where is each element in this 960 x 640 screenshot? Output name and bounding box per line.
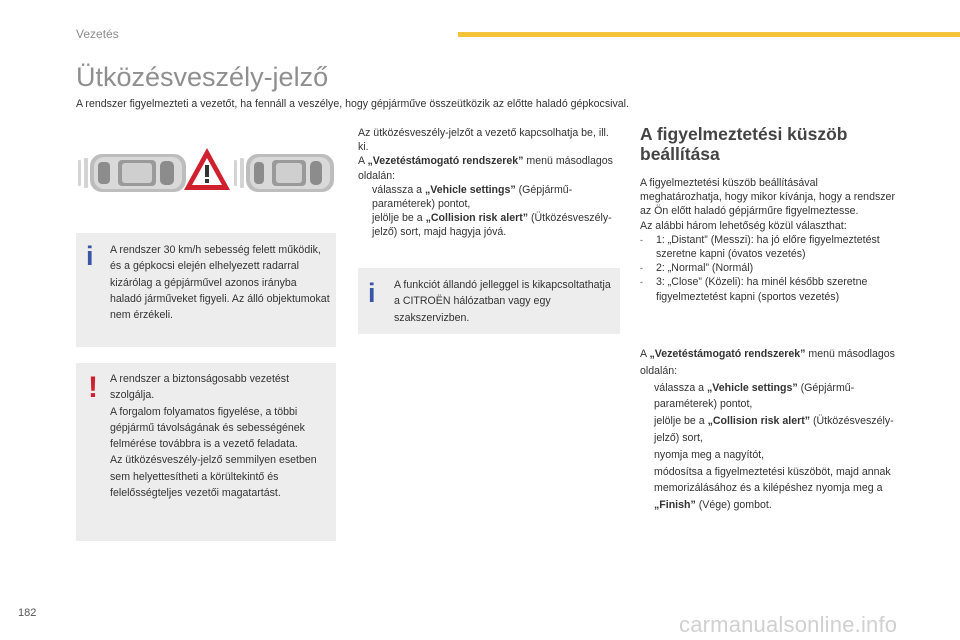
right-bullet-3: nyomja meg a nagyítót, (640, 447, 902, 464)
page-number: 182 (18, 607, 37, 619)
middle-column (358, 126, 620, 240)
page-title: Ütközésveszély-jelző (76, 62, 329, 92)
watermark: carmanualsonline.info (679, 612, 898, 637)
pointer-icon (640, 447, 654, 464)
pointer-icon (358, 183, 372, 211)
middle-paragraph-1: Az ütközésveszély-jelzőt a vezető kapcsolhatja be, ill. ki. (358, 127, 609, 154)
pointer-icon (640, 464, 654, 514)
right-menu-line: A „Vezetéstámogató rendszerek” menü másodlagos oldalán: (640, 348, 895, 377)
info-box-radar-text: A rendszer 30 km/h sebesség felett működik, és a gépkocsi elején elhelyezett radarral kizárólag a gépjárművel azonos irányba haladó járműveket figyeli. Az álló objektumokat nem érzékeli. (110, 244, 330, 322)
pointer-icon (640, 380, 654, 414)
info-box-radar (76, 233, 336, 347)
right-column-steps (640, 346, 902, 514)
right-column (640, 176, 902, 304)
warning-icon: ! (88, 371, 98, 404)
warning-line-1: A rendszer a biztonságosabb vezetést szolgálja. (110, 373, 290, 402)
warning-box (76, 363, 336, 541)
info-box-network-text: A funkciót állandó jelleggel is kikapcsoltathatja a CITROËN hálózatban vagy egy szakszervizben. (394, 279, 611, 324)
warning-line-3: Az ütközésveszély-jelző semmilyen esetben sem helyettesítheti a körültekintő és felelősségteljes vezetői magatartást. (110, 454, 317, 500)
section-heading: A figyelmeztetési küszöb beállítása (640, 124, 848, 164)
right-bullet-1: válassza a „Vehicle settings” (Gépjármű-paraméterek) pontot, (640, 380, 902, 414)
option-item: - 2: „Normal” (Normál) (640, 262, 754, 275)
section-label: Vezetés (76, 27, 119, 41)
right-paragraph-2: Az alábbi három lehetőség közül választhat: (640, 219, 847, 232)
option-item: - 3: „Close” (Közeli): ha minél később szeretne figyelmeztetést kapni (sportos vezetés) (640, 276, 868, 303)
info-icon: i (368, 278, 376, 308)
header-accent-bar (458, 32, 960, 37)
info-icon: i (86, 241, 94, 271)
middle-bullet-2: jelölje be a „Collision risk alert” (Ütközésveszély-jelző) sort, majd hagyja jóvá. (358, 211, 620, 239)
collision-warning-cars-icon (76, 138, 338, 210)
info-box-network (358, 268, 620, 334)
warning-line-2: A forgalom folyamatos figyelése, a többi gépjármű távolságának és sebességének felmérése továbbra is a vezető feladata. (110, 405, 305, 451)
middle-menu-line: A „Vezetéstámogató rendszerek” menü másodlagos oldalán: (358, 155, 613, 182)
intro-text: A rendszer figyelmezteti a vezetőt, ha fennáll a veszélye, hogy gépjárműve összeütközik az előtte haladó gépkocsival. (76, 98, 629, 110)
warning-box-text (110, 371, 328, 501)
option-item: - 1: „Distant” (Messzi): ha jó előre figyelmeztetést szeretne kapni (óvatos vezetés) (640, 233, 880, 261)
right-bullet-2: jelölje be a „Collision risk alert” (Ütközésveszély-jelző) sort, (640, 413, 902, 447)
right-bullet-4: módosítsa a figyelmeztetési küszöböt, majd annak memorizálásához és a kilépéshez nyomja meg a „Finish” (Vége) gombot. (640, 464, 902, 514)
pointer-icon (358, 211, 372, 239)
pointer-icon (640, 413, 654, 447)
right-paragraph-1: A figyelmeztetési küszöb beállításával meghatározhatja, hogy mikor kívánja, hogy a rendszer az Ön előtt haladó gépjárműre figyelmeztesse. (640, 177, 895, 218)
middle-bullet-1: válassza a „Vehicle settings” (Gépjármű-paraméterek) pontot, (358, 183, 620, 211)
